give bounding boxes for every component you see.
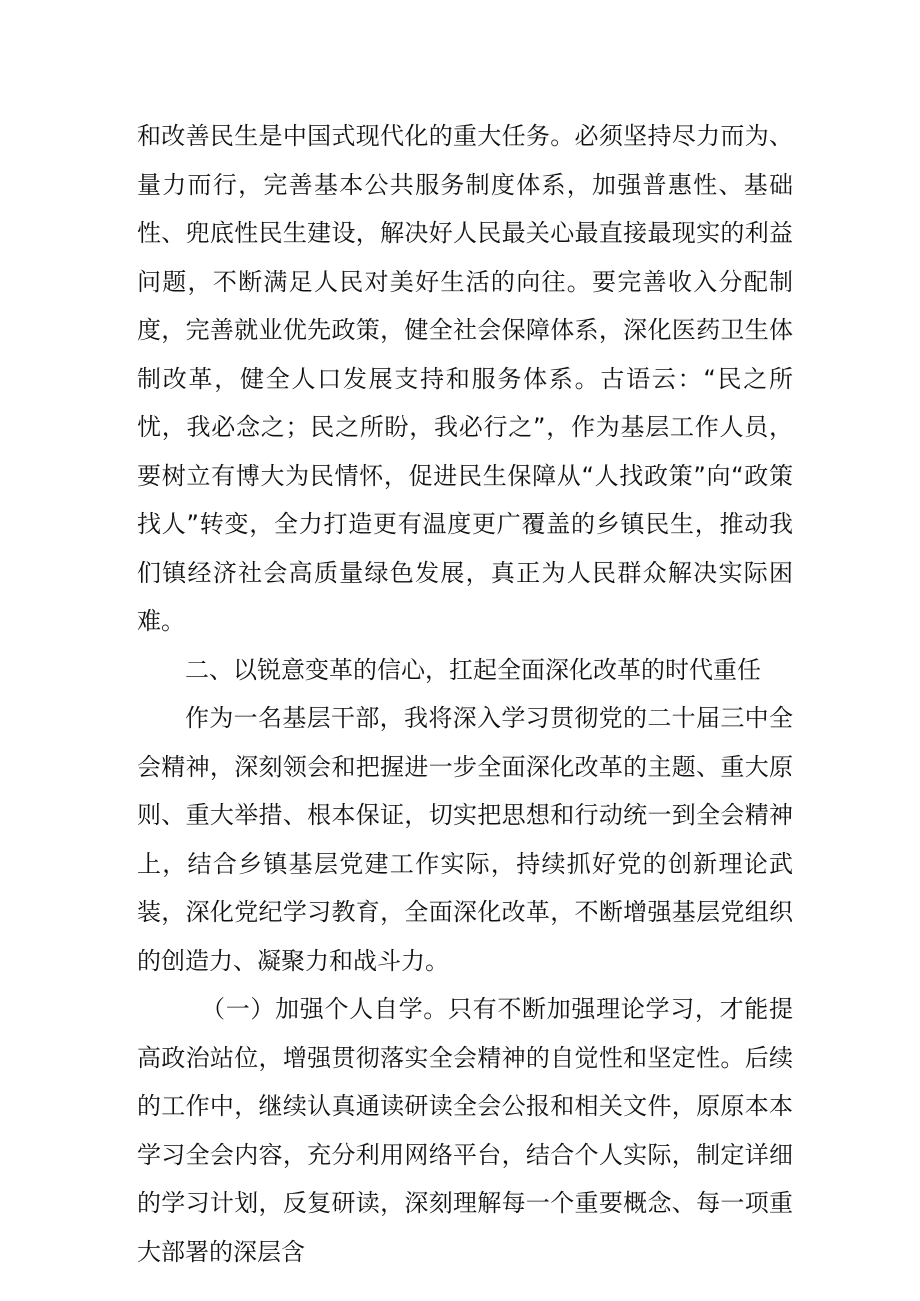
paragraph-grassroots-cadre: 作为一名基层干部，我将深入学习贯彻党的二十届三中全会精神，深刻领会和把握进一步全面深化改革的主题、重大原则、重大举措、根本保证，切实把思想和行动统一到全会精神上，结合乡镇基层党建工作实际，持续抓好党的创新理论武装，深化党纪学习教育，全面深化改革，不断增强基层党组织的创造力、凝聚力和战斗力。 (137, 704, 793, 975)
paragraph-self-study: （一）加强个人自学。只有不断加强理论学习，才能提高政治站位，增强贯彻落实全会精神的自觉性和坚定性。后续的工作中，继续认真通读研读全会公报和相关文件，原原本本学习全会内容，充分利用网络平台，结合个人实际，制定详细的学习计划，反复研读，深刻理解每一个重要概念、每一项重大部署的深层含 (137, 995, 793, 1266)
paragraph-livelihood: 和改善民生是中国式现代化的重大任务。必须坚持尽力而为、量力而行，完善基本公共服务制度体系，加强普惠性、基础性、兜底性民生建设，解决好人民最关心最直接最现实的利益问题，不断满足人民对美好生活的向往。要完善收入分配制度，完善就业优先政策，健全社会保障体系，深化医药卫生体制改革，健全人口发展支持和服务体系。古语云：“民之所忧，我必念之；民之所盼，我必行之”，作为基层工作人员，要树立有博大为民情怀，促进民生保障从“人找政策”向“政策找人”转变，全力打造更有温度更广覆盖的乡镇民生，推动我们镇经济社会高质量绿色发展，真正为人民群众解决实际困难。 (137, 122, 793, 635)
document-body (137, 112, 793, 1276)
section-heading-reform: 二、以锐意变革的信心，扛起全面深化改革的时代重任 (185, 655, 761, 684)
